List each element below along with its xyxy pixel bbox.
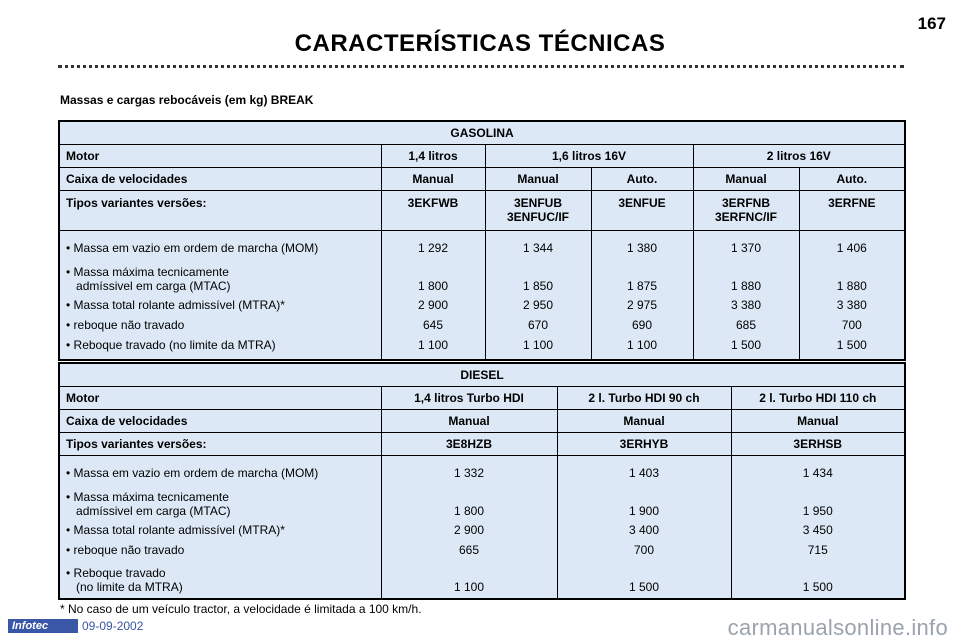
variants-label: Tipos variantes versões:: [59, 191, 381, 231]
table-cell: 715: [731, 540, 905, 560]
gearbox-cell: Manual: [381, 410, 557, 433]
title-divider: [58, 65, 904, 68]
table-cell: 2 900: [381, 295, 485, 315]
diesel-gearbox-row: [59, 410, 905, 433]
table-row: [59, 231, 905, 260]
row-label: • Massa total rolante admissível (MTRA)*: [59, 295, 381, 315]
row-label: • Massa total rolante admissível (MTRA)*: [59, 520, 381, 540]
table-cell: 1 500: [693, 335, 799, 360]
gearbox-label: Caixa de velocidades: [59, 168, 381, 191]
table-cell: 1 500: [799, 335, 905, 360]
gearbox-cell: Manual: [693, 168, 799, 191]
variant-cell: 3ENFUE: [591, 191, 693, 231]
gasolina-title: GASOLINA: [59, 121, 905, 145]
table-cell: 1 100: [381, 335, 485, 360]
table-cell: 1 875: [591, 259, 693, 295]
table-cell: 1 434: [731, 456, 905, 485]
table-cell: 2 900: [381, 520, 557, 540]
table-row: [59, 295, 905, 315]
row-label: • reboque não travado: [59, 540, 381, 560]
motor-label: Motor: [59, 145, 381, 168]
gearbox-cell: Auto.: [799, 168, 905, 191]
table-cell: 665: [381, 540, 557, 560]
gasolina-motor-row: [59, 145, 905, 168]
table-cell: 1 380: [591, 231, 693, 260]
table-cell: 690: [591, 315, 693, 335]
row-label: • Massa em vazio em ordem de marcha (MOM): [59, 231, 381, 260]
table-cell: 685: [693, 315, 799, 335]
page-number: 167: [917, 14, 946, 33]
table-row: [59, 560, 905, 599]
row-label: • Massa máxima tecnicamente admíssivel em carga (MTAC): [59, 259, 381, 295]
motor-cell: 1,6 litros 16V: [485, 145, 693, 168]
gasolina-gearbox-row: [59, 168, 905, 191]
gearbox-label: Caixa de velocidades: [59, 410, 381, 433]
table-cell: 2 950: [485, 295, 591, 315]
table-cell: 670: [485, 315, 591, 335]
table-cell: 1 800: [381, 259, 485, 295]
table-cell: 1 880: [693, 259, 799, 295]
row-label: • Massa em vazio em ordem de marcha (MOM): [59, 456, 381, 485]
variant-cell: 3ERFNE: [799, 191, 905, 231]
page-title: CARACTERÍSTICAS TÉCNICAS: [294, 30, 666, 57]
motor-cell: 1,4 litros Turbo HDI: [381, 387, 557, 410]
table-cell: 2 975: [591, 295, 693, 315]
gearbox-cell: Manual: [381, 168, 485, 191]
diesel-title: DIESEL: [59, 363, 905, 387]
gasolina-variants-row: [59, 191, 905, 231]
variant-cell: 3ENFUB 3ENFUC/IF: [485, 191, 591, 231]
table-cell: 1 850: [485, 259, 591, 295]
gearbox-cell: Auto.: [591, 168, 693, 191]
table-cell: 1 800: [381, 484, 557, 520]
table-cell: 1 100: [591, 335, 693, 360]
row-label: • reboque não travado: [59, 315, 381, 335]
row-label: • Massa máxima tecnicamente admíssivel em carga (MTAC): [59, 484, 381, 520]
section-title: Massas e cargas rebocáveis (em kg) BREAK: [60, 93, 314, 107]
table-cell: 1 500: [557, 560, 731, 599]
table-cell: 1 406: [799, 231, 905, 260]
row-label: • Reboque travado (no limite da MTRA): [59, 560, 381, 599]
table-cell: 1 344: [485, 231, 591, 260]
table-cell: 3 450: [731, 520, 905, 540]
motor-cell: 1,4 litros: [381, 145, 485, 168]
table-cell: 1 100: [381, 560, 557, 599]
variant-cell: 3ERHSB: [731, 433, 905, 456]
table-row: [59, 456, 905, 485]
motor-cell: 2 l. Turbo HDI 110 ch: [731, 387, 905, 410]
gearbox-cell: Manual: [485, 168, 591, 191]
table-cell: 1 100: [485, 335, 591, 360]
table-row: [59, 259, 905, 295]
diesel-variants-row: [59, 433, 905, 456]
table-cell: 3 380: [693, 295, 799, 315]
gearbox-cell: Manual: [557, 410, 731, 433]
table-cell: 1 950: [731, 484, 905, 520]
gearbox-cell: Manual: [731, 410, 905, 433]
diesel-table: [58, 362, 906, 600]
table-cell: 3 380: [799, 295, 905, 315]
table-row: [59, 540, 905, 560]
variant-cell: 3ERFNB 3ERFNC/IF: [693, 191, 799, 231]
table-cell: 1 292: [381, 231, 485, 260]
date-stamp: 09-09-2002: [82, 619, 144, 633]
table-row: [59, 484, 905, 520]
motor-cell: 2 l. Turbo HDI 90 ch: [557, 387, 731, 410]
variant-cell: 3ERHYB: [557, 433, 731, 456]
table-cell: 1 500: [731, 560, 905, 599]
table-row: [59, 315, 905, 335]
table-cell: 1 403: [557, 456, 731, 485]
table-row: [59, 335, 905, 360]
row-label: • Reboque travado (no limite da MTRA): [59, 335, 381, 360]
table-cell: 700: [557, 540, 731, 560]
table-cell: 1 900: [557, 484, 731, 520]
table-cell: 3 400: [557, 520, 731, 540]
table-cell: 700: [799, 315, 905, 335]
table-cell: 1 332: [381, 456, 557, 485]
table-row: [59, 520, 905, 540]
footnote: * No caso de um veículo tractor, a velocidade é limitada a 100 km/h.: [60, 602, 422, 616]
diesel-motor-row: [59, 387, 905, 410]
watermark: carmanualsonline.info: [727, 615, 948, 640]
table-cell: 1 880: [799, 259, 905, 295]
table-cell: 645: [381, 315, 485, 335]
gasolina-table: [58, 120, 906, 361]
table-cell: 1 370: [693, 231, 799, 260]
motor-label: Motor: [59, 387, 381, 410]
variant-cell: 3EKFWB: [381, 191, 485, 231]
variants-label: Tipos variantes versões:: [59, 433, 381, 456]
variant-cell: 3E8HZB: [381, 433, 557, 456]
motor-cell: 2 litros 16V: [693, 145, 905, 168]
infotec-logo: Infotec: [8, 619, 78, 633]
